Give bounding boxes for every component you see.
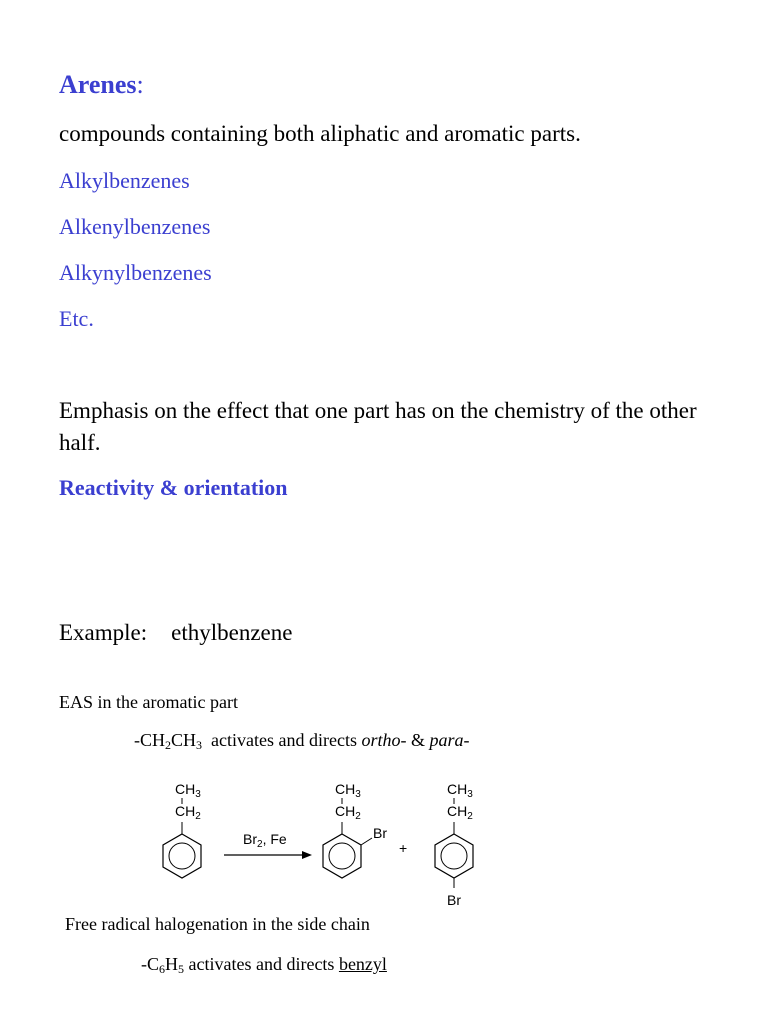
arrow-head-icon [302,851,312,859]
benzyl-term: benzyl [338,954,387,974]
ch3-label: $CH_3$ [175,781,201,800]
radical-heading: Free radical halogenation in the side chain [65,914,370,934]
example-line [59,620,292,646]
plus-sign: + [399,840,408,856]
definition-text: compounds containing both aliphatic and aromatic parts. [59,121,581,146]
reaction-scheme [0,770,768,915]
emphasis-text: Emphasis on the effect that one part has on the chemistry of the other half. [59,398,697,455]
category-alkynylbenzenes: Alkynylbenzenes [59,260,212,285]
ch2-label: $CH_2$ [335,803,361,822]
bromine-label: Br [373,825,387,841]
category-alkenylbenzenes: Alkenylbenzenes [59,214,211,239]
topic-heading: Reactivity & orientation [59,475,288,500]
page-title: Arenes: [59,70,144,99]
reagent-label: $Br_2$, Fe [243,831,287,850]
ch3-label: $CH_3$ [447,781,473,800]
ethylbenzene-structure [163,781,201,878]
ch2-label: $CH_2$ [447,803,473,822]
bromine-label: Br [447,892,461,908]
ortho-product-structure [323,781,387,878]
category-etc: Etc. [59,306,94,331]
eas-directing-line: $-CH_2CH_3$ activates and directs ortho- & para- [134,730,470,752]
ch2-label: $CH_2$ [175,803,201,822]
para-product-structure [435,781,473,908]
example-compound: ethylbenzene [171,620,293,645]
eas-heading: EAS in the aromatic part [59,692,238,712]
category-alkylbenzenes: Alkylbenzenes [59,168,190,193]
example-label: Example: [59,620,148,645]
ch3-label: $CH_3$ [335,781,361,800]
radical-directing-line: $-C_6H_5$ activates and directs benzyl [141,954,387,976]
reaction-arrow [224,831,312,859]
